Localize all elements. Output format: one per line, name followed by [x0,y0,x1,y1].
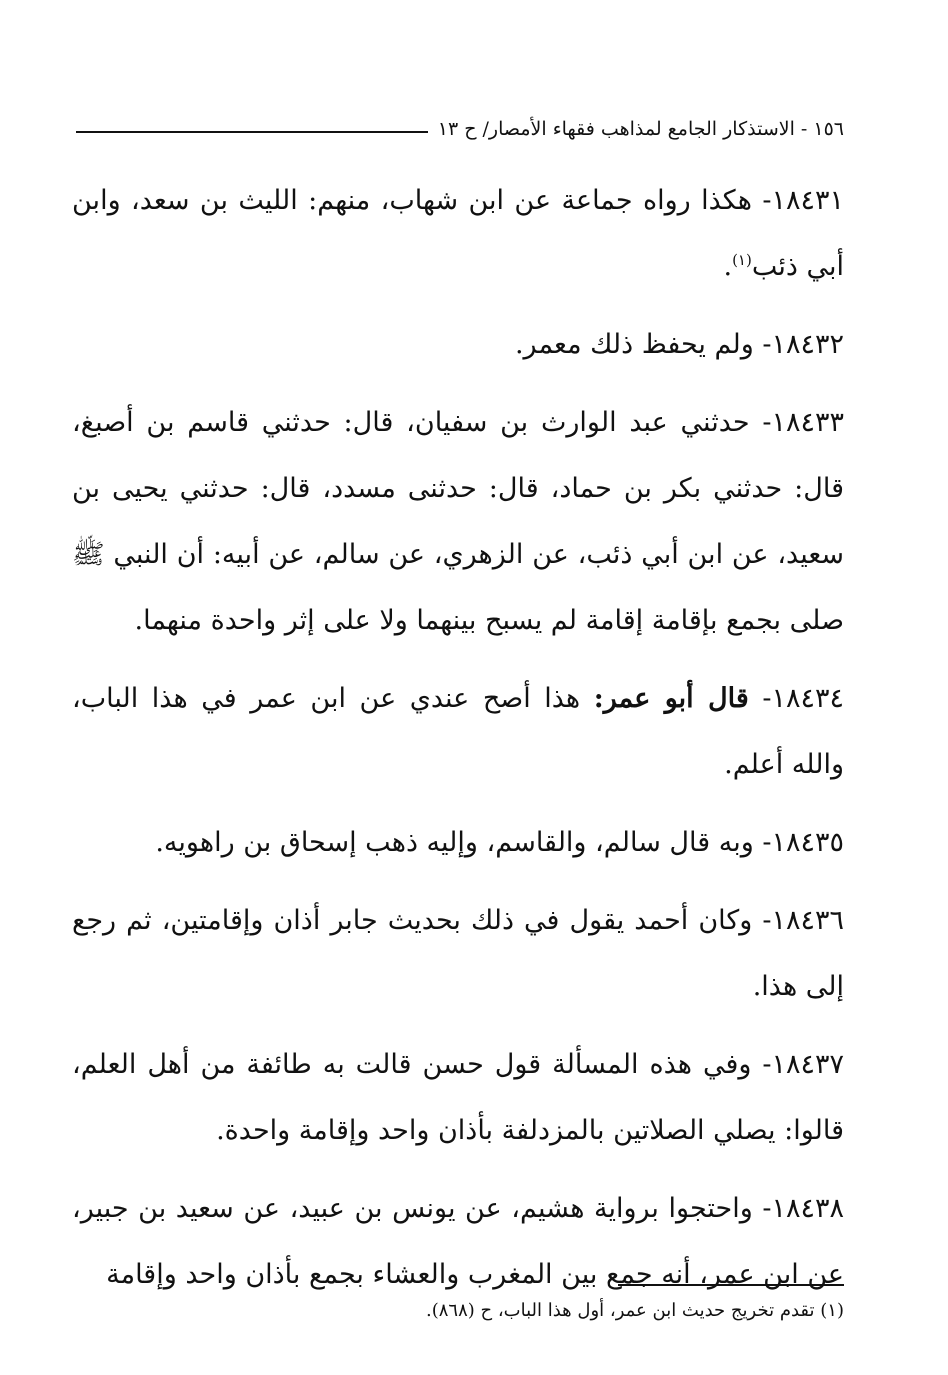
paragraph-18433 [72,390,844,654]
paragraph-text: وبه قال سالم، والقاسم، وإليه ذهب إسحاق بن راهويه. [155,827,754,858]
paragraph-text: واحتجوا برواية هشيم، عن يونس بن عبيد، عن سعيد بن جبير، عن ابن عمر، أنه جمع بين المغرب والعشاء بجمع بأذان واحد وإقامة [72,1193,844,1290]
paragraph-end-mark: . [723,251,733,282]
paragraph-text: هكذا رواه جماعة عن ابن شهاب، منهم: الليث بن سعد، وابن أبي ذئب [72,185,844,282]
footnote-reference: (١) [732,251,752,269]
paragraph-18436 [72,888,844,1020]
paragraph-number: ١٨٤٣٥- [762,827,844,858]
footnote-text: تقدم تخريج حديث ابن عمر، أول هذا الباب، ح (٨٦٨). [426,1300,815,1321]
paragraph-18431 [72,168,844,300]
paragraph-18434 [72,666,844,798]
paragraph-number: ١٨٤٣٣- [762,407,844,438]
paragraph-number: ١٨٤٣١- [762,185,844,216]
footnote-marker: (١) [820,1300,844,1321]
paragraph-number: ١٨٤٣٤- [762,683,844,714]
footnote [300,1300,844,1321]
running-header [76,112,844,146]
running-head-text: ١٥٦ - الاستذكار الجامع لمذاهب فقهاء الأمصار/ ح ١٣ [437,118,844,140]
paragraph-number: ١٨٤٣٨- [762,1193,844,1224]
paragraph-text: وكان أحمد يقول في ذلك بحديث جابر أذان وإقامتين، ثم رجع إلى هذا. [72,905,844,1002]
paragraph-number: ١٨٤٣٢- [762,329,844,360]
paragraph-18432 [72,312,844,378]
footnote-rule [618,1284,844,1286]
header-rule [76,131,428,133]
paragraph-text: ولم يحفظ ذلك معمر. [514,329,754,360]
paragraph-text: هذا أصح عندي عن ابن عمر في هذا الباب، والله أعلم. [72,683,844,780]
paragraph-text: وفي هذه المسألة قول حسن قالت به طائفة من أهل العلم، قالوا: يصلي الصلاتين بالمزدلفة بأذان واحد وإقامة واحدة. [72,1049,844,1146]
paragraph-18438 [72,1176,844,1308]
main-text [72,168,844,1320]
paragraph-18437 [72,1032,844,1164]
paragraph-number: ١٨٤٣٧- [762,1049,844,1080]
speaker-label: قال أبو عمر: [593,683,749,714]
paragraph-number: ١٨٤٣٦- [762,905,844,936]
paragraph-18435 [72,810,844,876]
paragraph-text: حدثني عبد الوارث بن سفيان، قال: حدثني قاسم بن أصبغ، قال: حدثني بكر بن حماد، قال: حدثنى مسدد، قال: حدثني يحيى بن سعيد، عن ابن أبي ذئب، عن الزهري، عن سالم، عن أبيه: أن النبي ﷺ صلى بجمع بإقامة إقامة لم يسبح بينهما ولا على إثر واحدة منهما. [72,407,844,636]
